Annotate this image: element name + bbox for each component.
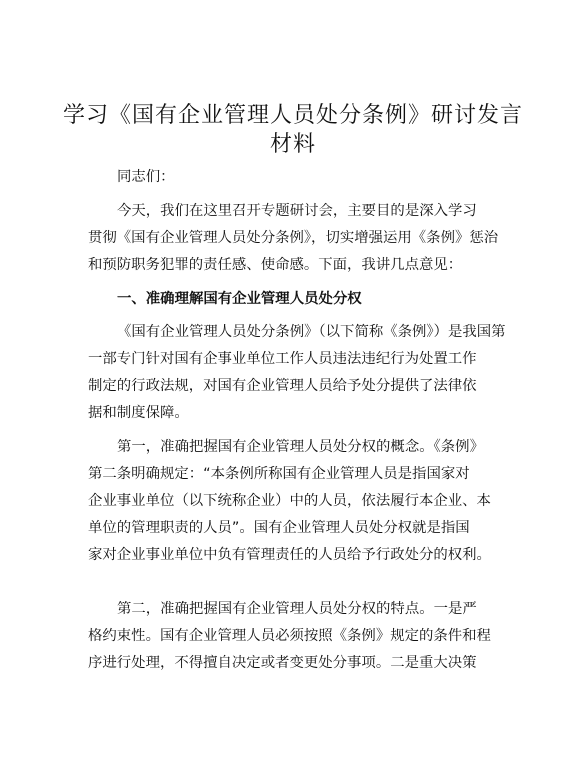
paragraph-line: 家对企业事业单位中负有管理责任的人员给予行政处分的权利。 xyxy=(88,547,491,563)
paragraph-line: 第二条明确规定：“本条例所称国有企业管理人员是指国家对 xyxy=(88,466,470,482)
paragraph-line: 和预防职务犯罪的责任感、使命感。下面，我讲几点意见： xyxy=(88,257,463,273)
paragraph-line: 贯彻《国有企业管理人员处分条例》，切实增强运用《条例》惩治 xyxy=(88,230,499,246)
paragraph-line: 单位的管理职责的人员”。国有企业管理人员处分权就是指国 xyxy=(88,520,470,536)
paragraph-line: 今天，我们在这里召开专题研讨会，主要目的是深入学习 xyxy=(117,203,477,219)
document-title-line-2: 材料 xyxy=(269,132,316,157)
document-title-line-1: 学习《国有企业管理人员处分条例》研讨发言 xyxy=(62,103,523,128)
paragraph-line: 《国有企业管理人员处分条例》（以下简称《条例》）是我国第 xyxy=(117,324,506,340)
paragraph-line: 一部专门针对国有企事业单位工作人员违法违纪行为处置工作 xyxy=(88,351,477,367)
paragraph-line: 第一，准确把握国有企业管理人员处分权的概念。《条例》 xyxy=(117,439,484,455)
paragraph-line: 据和制度保障。 xyxy=(88,405,189,421)
paragraph-line: 制定的行政法规，对国有企业管理人员给予处分提供了法律依 xyxy=(88,378,477,394)
paragraph-line: 企业事业单位（以下统称企业）中的人员，依法履行本企业、本 xyxy=(88,493,491,509)
greeting: 同志们： xyxy=(117,169,175,185)
paragraph-line: 格约束性。国有企业管理人员必须按照《条例》规定的条件和程 xyxy=(88,628,491,644)
paragraph-line: 序进行处理，不得擅自决定或者变更处分事项。二是重大决策 xyxy=(88,655,477,671)
paragraph-line: 第二，准确把握国有企业管理人员处分权的特点。一是严 xyxy=(117,601,477,617)
section-heading: 一、准确理解国有企业管理人员处分权 xyxy=(117,291,362,307)
